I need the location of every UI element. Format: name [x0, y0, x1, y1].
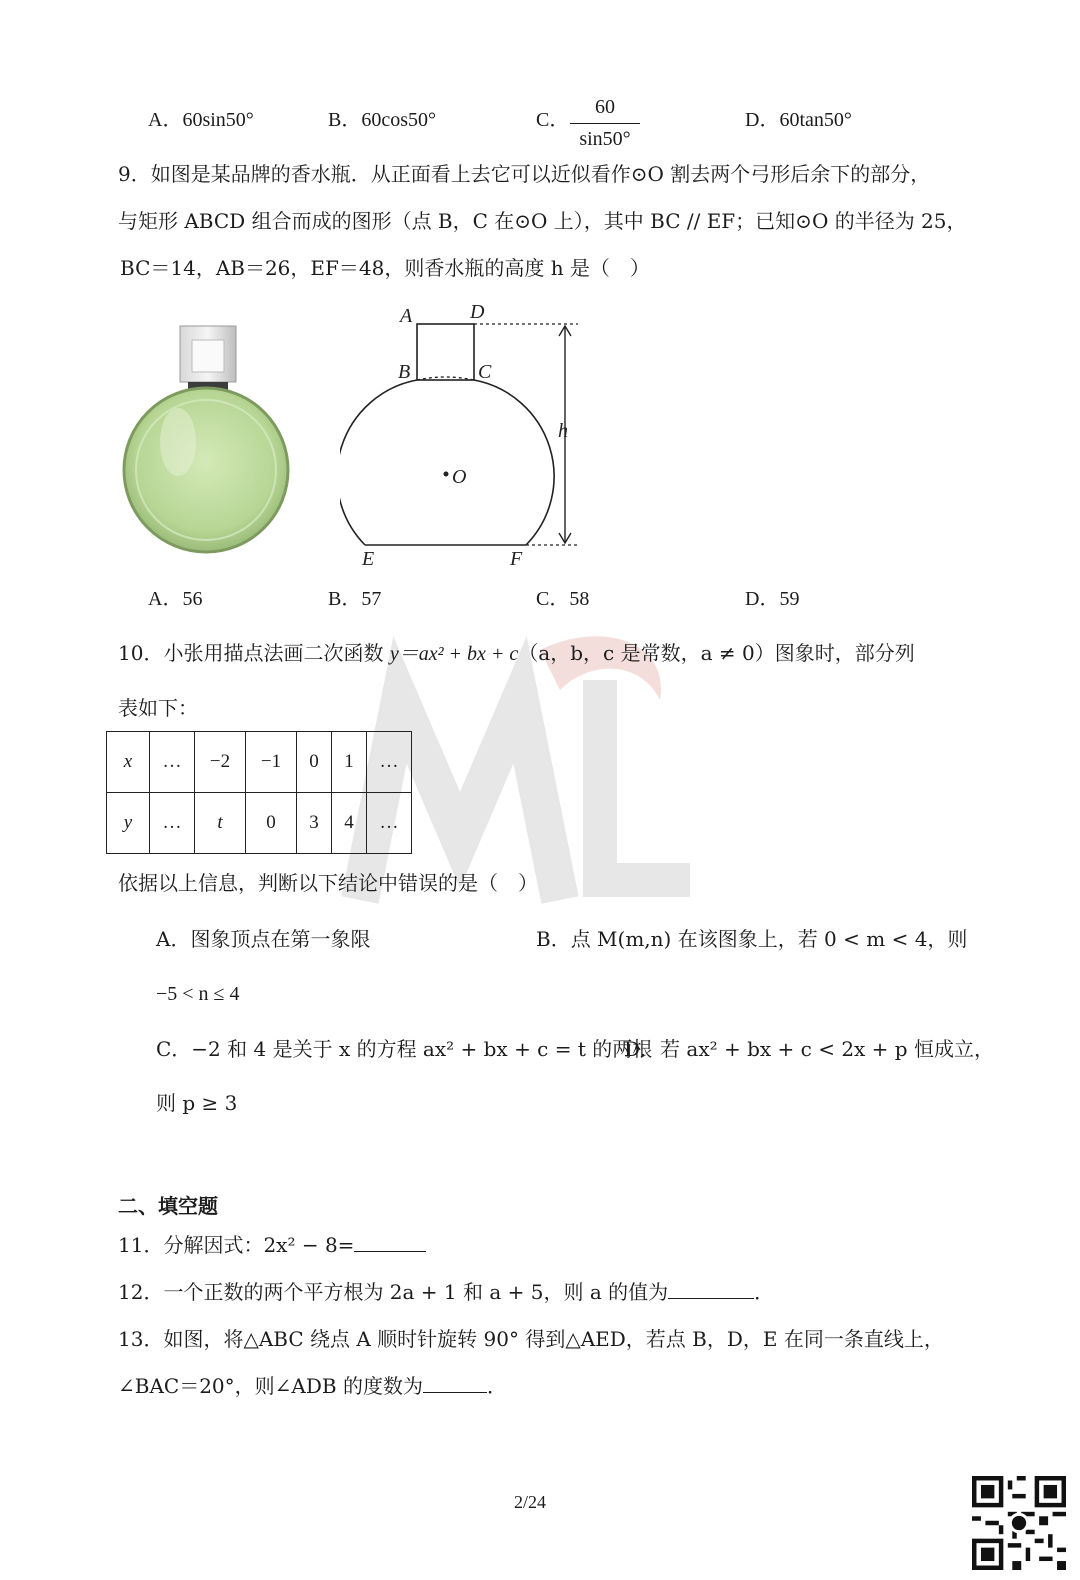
perfume-bottle-photo — [118, 322, 292, 554]
q9-option-a: A．56 — [148, 588, 203, 610]
q10-option-a: A．图象顶点在第一象限 — [156, 927, 371, 951]
center-point-o — [444, 472, 449, 477]
qr-code-icon — [972, 1476, 1066, 1570]
table-cell: 3 — [297, 793, 332, 854]
circle-right-arc — [474, 380, 554, 545]
answer-blank — [423, 1392, 487, 1393]
table-cell: 0 — [246, 793, 297, 854]
q8-option-d: D．60tan50° — [745, 109, 852, 131]
q10-line-2: 表如下： — [118, 696, 198, 720]
table-cell: t — [195, 793, 246, 854]
q9-option-d: D．59 — [745, 588, 800, 610]
circle-left-arc — [340, 380, 417, 545]
table-cell: y — [107, 793, 150, 854]
page-number: 2/24 — [514, 1492, 547, 1512]
label-o: O — [452, 466, 467, 488]
q13-line-2: ∠BAC＝20°，则∠ADB 的度数为 ． — [118, 1374, 507, 1398]
label-e: E — [362, 548, 375, 570]
label-d: D — [470, 301, 485, 323]
q10-question: 依据以上信息，判断以下结论中错误的是（ ） — [118, 871, 538, 895]
label-c: C — [478, 361, 492, 383]
bottle-geometry-diagram — [340, 300, 590, 575]
table-row-y — [107, 793, 412, 854]
label-a: A — [400, 305, 413, 327]
q8-option-c-label: C． — [536, 109, 570, 131]
label-b: B — [398, 361, 411, 383]
answer-blank — [668, 1298, 754, 1299]
q10-option-b: B．点 M(m,n) 在该图象上，若 0 < m < 4，则 — [536, 927, 968, 951]
q9-option-c: C．58 — [536, 588, 590, 610]
label-h: h — [558, 420, 568, 442]
label-f: F — [510, 548, 523, 570]
q10-option-d: D．若 ax² + bx + c < 2x + p 恒成立， — [624, 1037, 994, 1061]
q10-option-b-cont: −5 < n ≤ 4 — [156, 983, 240, 1005]
table-cell: −1 — [246, 732, 297, 793]
q10-value-table — [106, 731, 412, 854]
section-heading: 二、填空题 — [118, 1194, 218, 1218]
table-cell: … — [367, 732, 412, 793]
q8-option-c-fraction: $\frac{60}{\sin 50^\circ}$ — [570, 96, 640, 151]
q9-option-b: B．57 — [328, 588, 382, 610]
table-cell: … — [150, 793, 195, 854]
q10-option-c: C．−2 和 4 是关于 x 的方程 ax² + bx + c = t 的两根 — [156, 1037, 653, 1061]
table-cell: … — [150, 732, 195, 793]
table-cell: 4 — [332, 793, 367, 854]
answer-blank — [354, 1251, 426, 1252]
q9-line-2: 与矩形 ABCD 组合而成的图形（点 B，C 在⊙O 上），其中 BC // EF；已知⊙O 的半径为 25， — [118, 209, 967, 233]
q9-line-1: 9．如图是某品牌的香水瓶．从正面看上去它可以近似看作⊙O 割去两个弓形后余下的部分， — [118, 162, 931, 186]
table-row-x — [107, 732, 412, 793]
table-cell: x — [107, 732, 150, 793]
table-cell: −2 — [195, 732, 246, 793]
rectangle-abcd — [417, 324, 474, 380]
q8-option-b: B．60cos50° — [328, 109, 437, 131]
q10-option-d-cont: 则 p ≥ 3 — [156, 1091, 238, 1115]
q10-line-1: 10．小张用描点法画二次函数 y＝ax² + bx + c（a，b，c 是常数，a ≠ 0）图象时，部分列 — [118, 641, 915, 665]
q11: 11．分解因式：2x² − 8= — [118, 1235, 426, 1255]
table-cell: 1 — [332, 732, 367, 793]
table-cell: 0 — [297, 732, 332, 793]
q12: 12．一个正数的两个平方根为 2a + 1 和 a + 5，则 a 的值为 ． — [118, 1280, 775, 1304]
q8-option-a: A．60sin50° — [148, 109, 254, 131]
q13-line-1: 13．如图，将△ABC 绕点 A 顺时针旋转 90° 得到△AED，若点 B，D，E 在同一条直线上， — [118, 1327, 944, 1351]
q9-line-3: BC＝14，AB＝26，EF＝48，则香水瓶的高度 h 是（ ） — [120, 256, 650, 280]
table-cell: … — [367, 793, 412, 854]
